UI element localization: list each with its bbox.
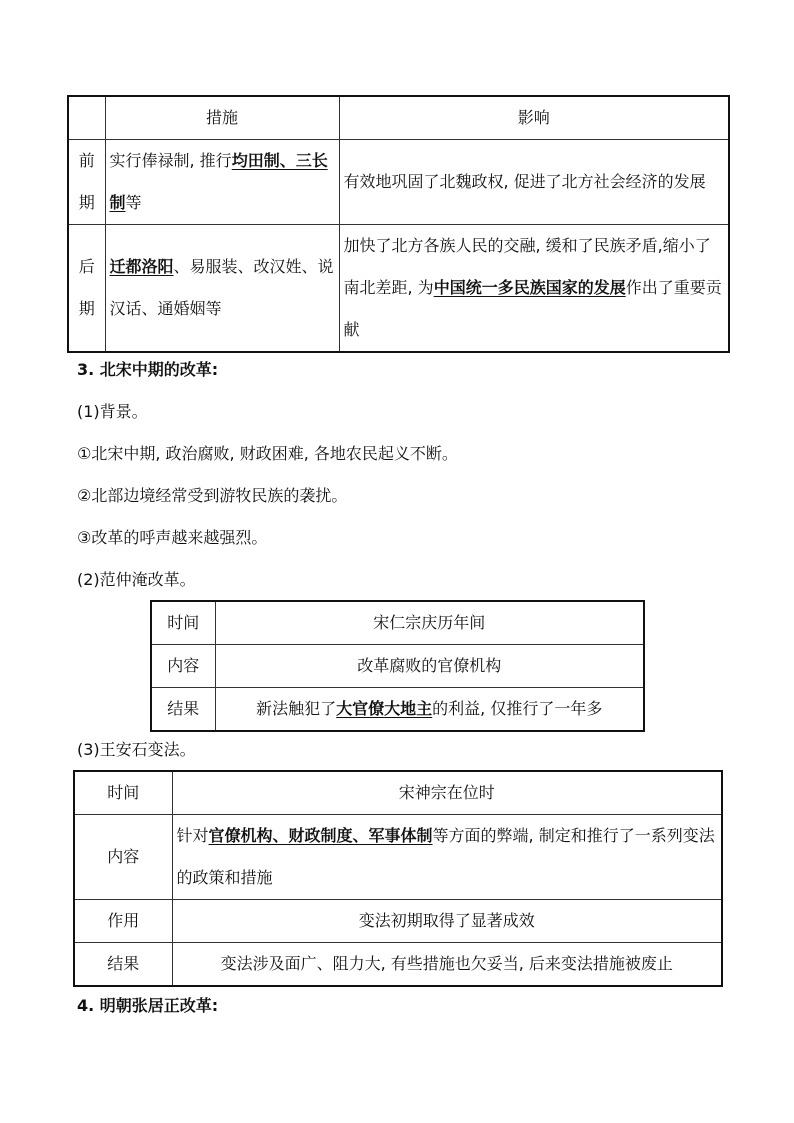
- row-value-time: 宋仁宗庆历年间: [215, 601, 644, 645]
- late-impact: 加快了北方各族人民的交融, 缓和了民族矛盾,缩小了南北差距, 为中国统一多民族国家的发展作出了重要贡献: [339, 225, 729, 353]
- header-measures: 措施: [105, 96, 339, 140]
- row-value-effect: 变法初期取得了显著成效: [172, 900, 722, 943]
- header-empty-cell: [68, 96, 105, 140]
- key-term: 官僚机构、财政制度、军事体制: [208, 826, 433, 845]
- row-value-result: 变法涉及面广、阻力大, 有些措施也欠妥当, 后来变法措施被废止: [172, 943, 722, 987]
- key-term: 中国统一多民族国家的发展: [433, 278, 626, 297]
- key-term: 均田制、三长制: [109, 151, 328, 212]
- row-value-time: 宋神宗在位时: [172, 771, 722, 815]
- section-3-title: 3. 北宋中期的改革:: [77, 360, 219, 379]
- row-label-content: 内容: [74, 815, 172, 900]
- reform-table-beiwei: [67, 95, 730, 353]
- row-value-content: 改革腐败的官僚机构: [215, 645, 644, 688]
- row-label-late: 后 期: [68, 225, 105, 353]
- row-label-result: 结果: [151, 688, 215, 732]
- background-point-2: ②北部边境经常受到游牧民族的袭扰。: [77, 486, 348, 505]
- reform-table-wang-anshi: [73, 770, 723, 987]
- key-term: 大官僚大地主: [336, 699, 433, 718]
- sub-heading-wang-anshi: (3)王安石变法。: [77, 740, 196, 759]
- row-value-content: 针对官僚机构、财政制度、军事体制等方面的弊端, 制定和推行了一系列变法的政策和措施: [172, 815, 722, 900]
- row-label-content: 内容: [151, 645, 215, 688]
- late-measures: 迁都洛阳、易服装、改汉姓、说汉话、通婚姻等: [105, 225, 339, 353]
- early-impact: 有效地巩固了北魏政权, 促进了北方社会经济的发展: [339, 140, 729, 225]
- early-measures: 实行俸禄制, 推行均田制、三长制等: [105, 140, 339, 225]
- row-value-result: 新法触犯了大官僚大地主的利益, 仅推行了一年多: [215, 688, 644, 732]
- section-4-title: 4. 明朝张居正改革:: [77, 996, 219, 1015]
- background-point-3: ③改革的呼声越来越强烈。: [77, 528, 268, 547]
- sub-heading-background: (1)背景。: [77, 402, 148, 421]
- row-label-effect: 作用: [74, 900, 172, 943]
- header-impact: 影响: [339, 96, 729, 140]
- row-label-time: 时间: [151, 601, 215, 645]
- sub-heading-fan-zhongyan: (2)范仲淹改革。: [77, 570, 196, 589]
- row-label-result: 结果: [74, 943, 172, 987]
- background-point-1: ①北宋中期, 政治腐败, 财政困难, 各地农民起义不断。: [77, 444, 458, 463]
- row-label-early: 前 期: [68, 140, 105, 225]
- key-term: 迁都洛阳: [109, 257, 174, 276]
- row-label-time: 时间: [74, 771, 172, 815]
- reform-table-fan-zhongyan: [150, 600, 645, 732]
